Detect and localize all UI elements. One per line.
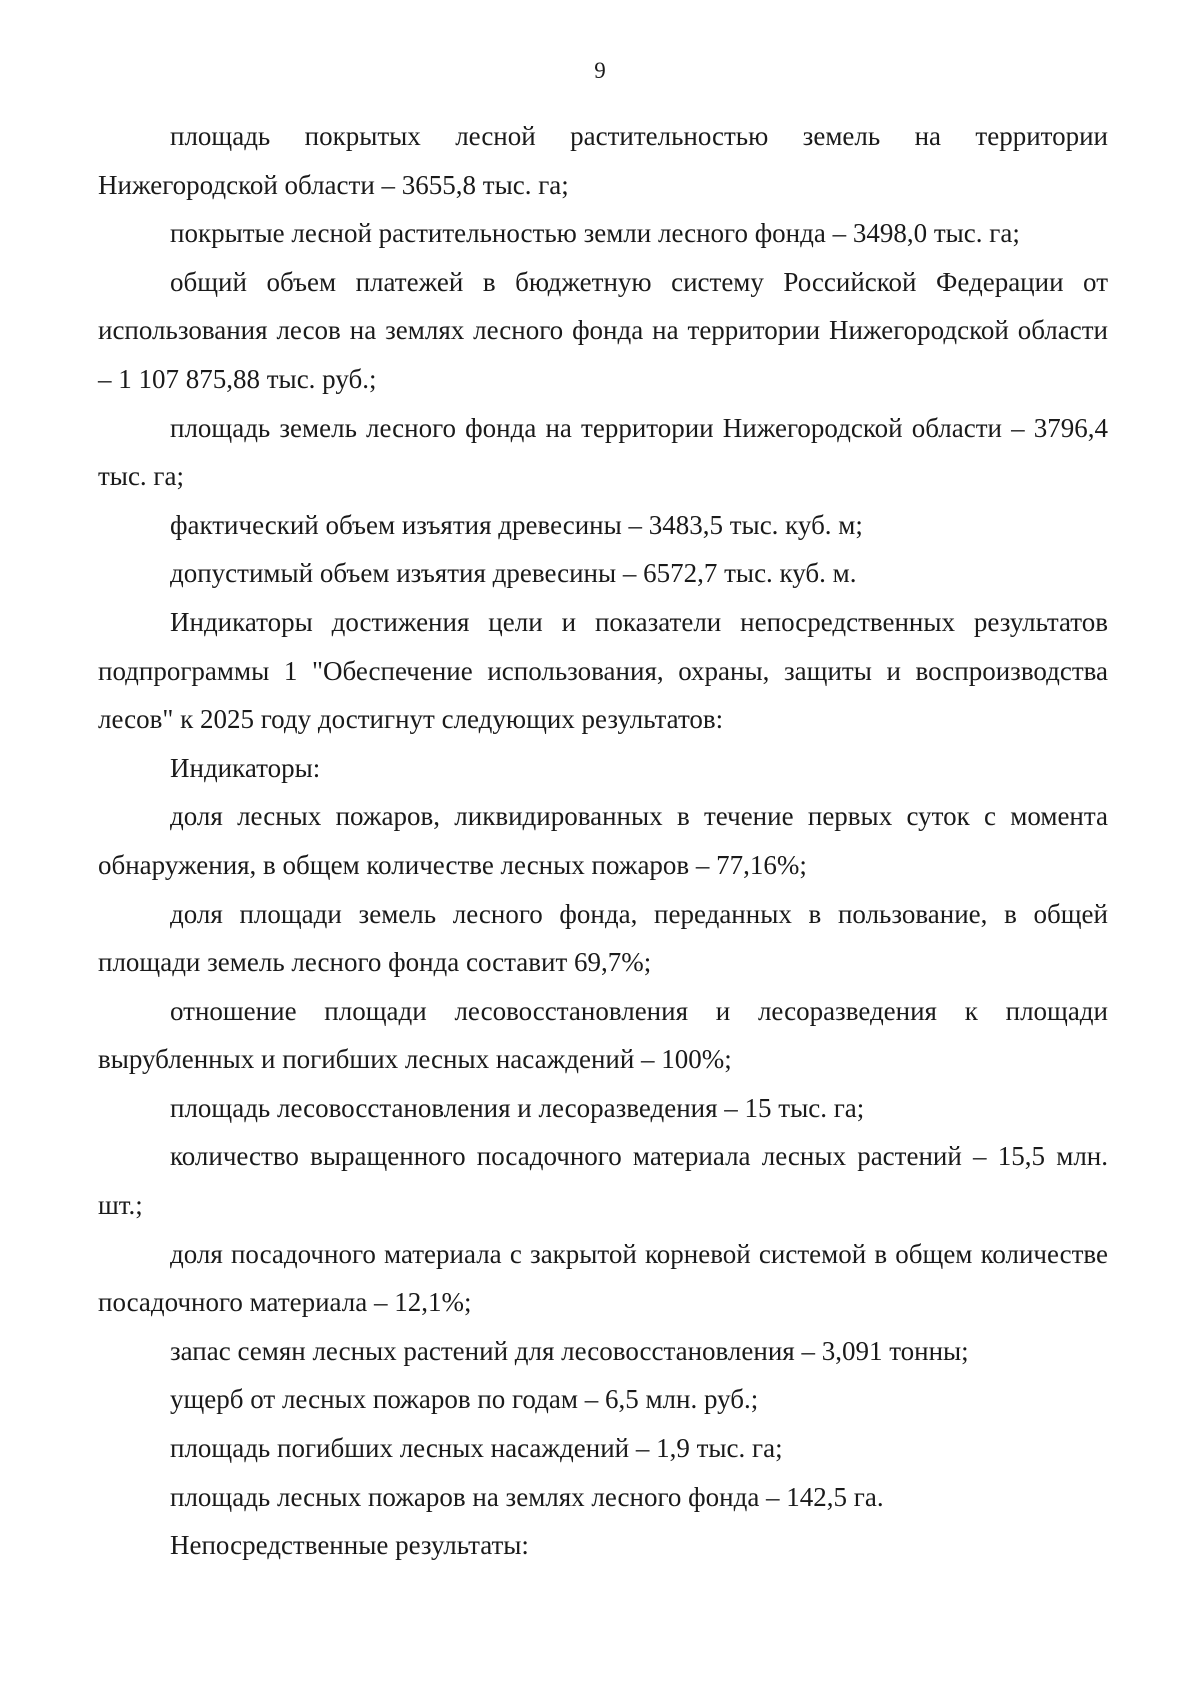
- paragraph-reforestation-area: площадь лесовосстановления и лесоразведения – 15 тыс. га;: [170, 1092, 865, 1123]
- paragraph-forest-fund-area: площадь земель лесного фонда на территории Нижегородской области – 3796,4 тыс. га;: [98, 412, 1108, 492]
- paragraph-forest-covered-area: площадь покрытых лесной растительностью земель на территории Нижегородской области – 3655,8 тыс. га;: [98, 121, 1108, 200]
- paragraph-allowable-wood-removal: допустимый объем изъятия древесины – 6572,7 тыс. куб. м.: [170, 558, 857, 589]
- paragraph-forest-fund-covered: покрытые лесной растительностью земли лесного фонда – 3498,0 тыс. га;: [170, 218, 1020, 249]
- paragraph-planting-material: количество выращенного посадочного материала лесных растений – 15,5 млн. шт.;: [98, 1141, 1108, 1221]
- paragraph-actual-wood-removal: фактический объем изъятия древесины – 3483,5 тыс. куб. м;: [170, 509, 863, 540]
- paragraph-land-in-use: доля площади земель лесного фонда, переданных в пользование, в общей площади земель лесного фонда составит 69,7%;: [98, 898, 1108, 978]
- paragraph-dead-stands-area: площадь погибших лесных насаждений – 1,9 тыс. га;: [170, 1433, 783, 1464]
- document-body: [98, 112, 1108, 1570]
- heading-indicators: Индикаторы:: [170, 752, 321, 783]
- paragraph-reforestation-ratio: отношение площади лесовосстановления и лесоразведения к площади вырубленных и погибших лесных насаждений – 100%;: [98, 995, 1108, 1075]
- heading-direct-results: Непосредственные результаты:: [170, 1530, 529, 1561]
- paragraph-closed-root-share: доля посадочного материала с закрытой корневой системой в общем количестве посадочного материала – 12,1%;: [98, 1238, 1108, 1318]
- paragraph-fire-area: площадь лесных пожаров на землях лесного фонда – 142,5 га.: [170, 1481, 884, 1512]
- paragraph-fires-first-day: доля лесных пожаров, ликвидированных в течение первых суток с момента обнаружения, в общем количестве лесных пожаров – 77,16%;: [98, 801, 1108, 880]
- page-number: 9: [594, 58, 606, 83]
- paragraph-budget-payments: общий объем платежей в бюджетную систему Российской Федерации от использования лесов на землях лесного фонда на территории Нижегородской области – 1 107 875,88 тыс. руб.;: [98, 266, 1108, 394]
- paragraph-seed-stock: запас семян лесных растений для лесовосстановления – 3,091 тонны;: [170, 1335, 969, 1366]
- paragraph-fire-damage: ущерб от лесных пожаров по годам – 6,5 млн. руб.;: [170, 1384, 759, 1415]
- paragraph-indicators-intro: Индикаторы достижения цели и показатели непосредственных результатов подпрограммы 1 "Обеспечение использования, охраны, защиты и воспроизводства лесов" к 2025 году достигнут следующих результатов:: [98, 606, 1108, 735]
